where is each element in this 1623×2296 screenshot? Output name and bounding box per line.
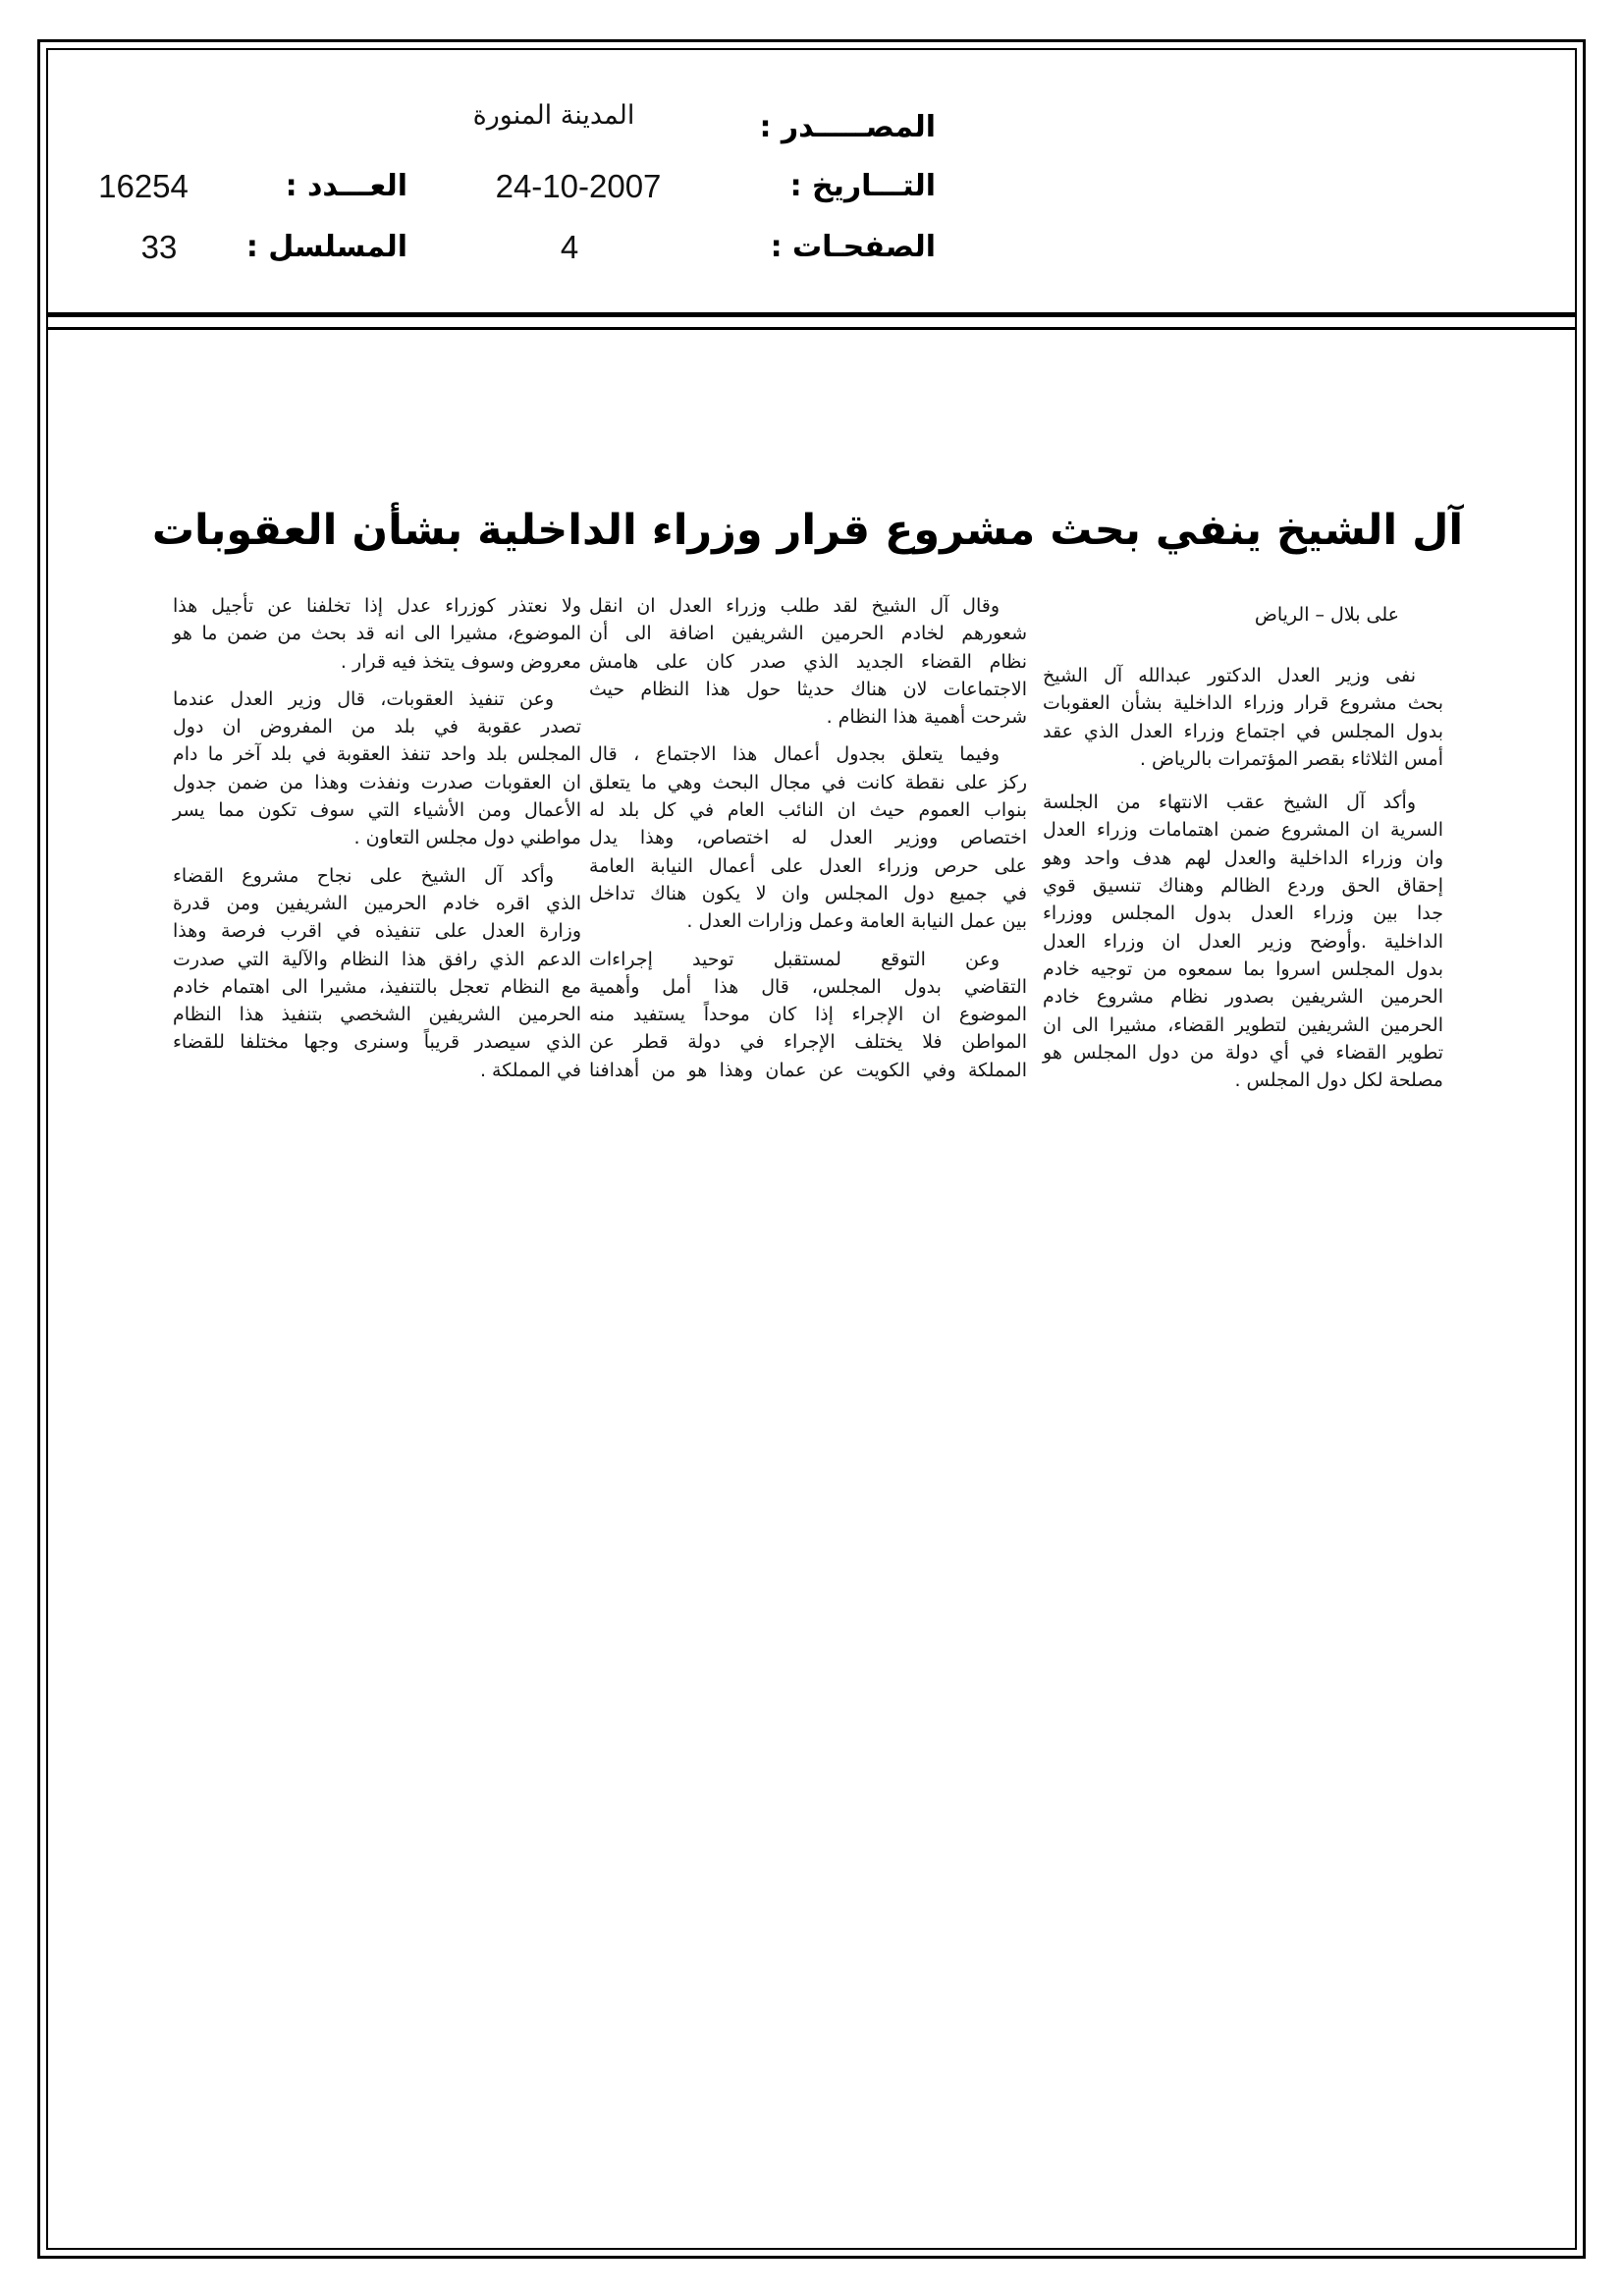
pages-label: الصفحـات : [770,230,936,264]
article-text-line: الحرمين الشريفين بصدور نظام مشروع خادم [1043,986,1443,1009]
article-text-line: وعن تنفيذ العقوبات، قال وزير العدل عندما [173,687,554,710]
article-text-line: تطوير القضاء في أي دولة من دول المجلس هو [1043,1041,1443,1064]
article-paragraph [173,862,581,1084]
article-text-line: وفيما يتعلق بجدول أعمال هذا الاجتماع ، قال [589,743,1000,766]
serial-value: 33 [140,229,178,265]
source-label: المصـــــدر : [759,110,936,144]
article-text-line: ركز على نقطة كانت في مجال البحث وهي ما يتعلق [589,771,1027,793]
article-text-line: نفى وزير العدل الدكتور عبدالله آل الشيخ [1043,665,1416,686]
article-text-line: وأكد آل الشيخ على نجاح مشروع القضاء [173,864,554,887]
article-text-line: جدا بين وزراء العدل بدول المجلس ووزراء [1043,902,1443,925]
date-value: 24-10-2007 [495,168,662,204]
article-text-line: في جميع دول المجلس وان لا يكون هناك تداخل [589,882,1027,904]
article-text-line: الموضوع ان الإجراء إذا كان موحداً يستفيد منه [589,1004,1027,1026]
article-paragraph [1043,662,1443,773]
article-text-line: الحرمين الشريفين الشخصي بتنفيذ هذا النظام [173,1004,581,1026]
article-text-line: على حرص وزراء العدل على أعمال النيابة العامة [589,854,1027,877]
article-text-line: السرية ان المشروع ضمن اهتمامات وزراء العدل [1043,819,1443,842]
source-value: المدينة المنورة [472,100,635,131]
article-text-line: الداخلية .وأوضح وزير العدل ان وزراء العدل [1043,930,1443,953]
serial-label: المسلسل : [245,230,407,264]
article-text-line: بين عمل النيابة العامة وعمل وزارات العدل . [686,910,1027,933]
article-text-line: في المملكة . [479,1059,581,1081]
page-frame-inner [46,48,1577,2250]
article-text-line: ولا نعتذر كوزراء عدل إذا تخلفنا عن تأجيل هذا [173,595,581,617]
article-paragraph [589,946,1027,1084]
article-text-line: اختصاص ووزير العدل له اختصاص، وهذا يدل [589,827,1027,849]
article-text-line: وان وزراء الداخلية والعدل لهم هدف واحد وهو [1043,847,1443,869]
article-text-line: المجلس بلد واحد تنفذ العقوبة في بلد آخر ما دام [173,743,581,766]
article-text-line: شرحت أهمية هذا النظام . [826,706,1027,729]
article-text-line: وأكد آل الشيخ عقب الانتهاء من الجلسة [1043,792,1416,814]
article-text-line: أمس الثلاثاء بقصر المؤتمرات بالرياض . [1139,747,1443,770]
issue-label: العـــدد : [285,169,407,203]
article-text-line: وعن التوقع لمستقبل توحيد إجراءات [589,948,1000,970]
date-label: التـــاريخ : [789,169,936,203]
header-divider [46,327,1577,330]
article-text-line: الذي اقره خادم الحرمين الشريفين ومن قدرة [173,892,581,914]
article-text-line: بحث مشروع قرار وزراء الداخلية بشأن العقوبات [1043,692,1443,715]
article-paragraph [589,740,1027,935]
article-text-line: مع النظام تعجل بالتنفيذ، مشيرا الى اهتمام خادم [173,975,581,998]
article-text-line: المواطن فلا يختلف الإجراء في دولة قطر عن [589,1031,1027,1054]
article-text-line: إحقاق الحق وردع الظالم وهناك تنسيق قوي [1043,875,1443,898]
article-text-line: مصلحة لكل دول المجلس . [1234,1069,1443,1092]
article-text-line: مواطني دول مجلس التعاون . [353,827,581,849]
article-text-line: الدعم الذي رافق هذا النظام والآلية التي صدرت [173,948,581,970]
pages-value: 4 [560,229,579,265]
article-text-line: وزارة العدل على تنفيذه في اقرب فرصة وهذا [173,920,581,943]
article-text-line: ان العقوبات صدرت ونفذت وهذا من ضمن جدول [173,771,581,793]
article-text-line: المملكة وفي الكويت عن عمان وهذا هو من أهدافنا [589,1059,1027,1081]
article-column-middle [589,592,1027,1084]
article-paragraph [1043,789,1443,1094]
article-text-line: الحرمين الشريفين لتطوير القضاء، مشيرا الى ان [1043,1013,1443,1036]
article-headline: آل الشيخ ينفي بحث مشروع قرار وزراء الداخلية بشأن العقوبات [151,506,1464,555]
article-column-left [173,592,581,1084]
article-paragraph [173,685,581,852]
article-paragraph [589,592,1027,731]
article-text-line: الاجتماعات لان هناك حديثا حول هذا النظام حيث [589,678,1027,700]
article-text-line: الموضوع، مشيرا الى انه قد بحث من ضمن ما هو [173,623,581,645]
header-divider [46,312,1577,317]
article-text-line: معروض وسوف يتخذ فيه قرار . [340,650,581,673]
article-text-line: الأعمال ومن الأشياء التي سوف تكون مما يسر [173,799,581,822]
article-text-line: التقاضي بدول المجلس، قال هذا أمل وأهمية [589,975,1027,998]
article-text-line: شعورهم لخادم الحرمين الشريفين اضافة الى أن [589,623,1027,645]
article-paragraph [173,592,581,676]
article-text-line: الذي سيصدر قريباً وسنرى وجها مختلفا للقضاء [173,1031,581,1054]
article-column-right [1043,662,1443,1094]
article-text-line: بنواب العموم حيث ان النائب العام في كل بلد له [589,799,1027,822]
article-byline: على بلال – الرياض [1254,604,1399,626]
issue-value: 16254 [98,168,189,204]
article-text-line: بدول المجلس اسروا بما سمعوه من توجيه خادم [1043,957,1443,980]
article-text-line: بدول المجلس في اجتماع وزراء العدل الذي عقد [1043,720,1443,742]
article-text-line: وقال آل الشيخ لقد طلب وزراء العدل ان انقل [589,595,1000,617]
article-text-line: تصدر عقوبة في بلد من المفروض ان دول [173,716,581,738]
article-text-line: نظام القضاء الجديد الذي صدر كان على هامش [589,650,1027,673]
